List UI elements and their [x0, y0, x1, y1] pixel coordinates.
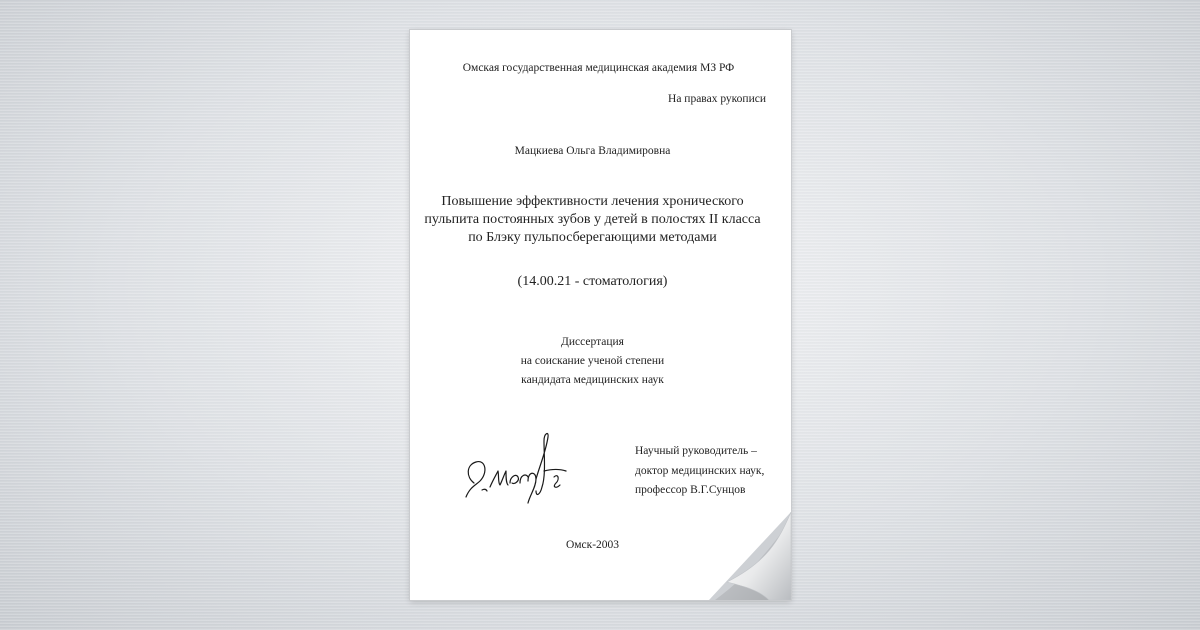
thesis-title	[410, 193, 783, 247]
supervisor-line: доктор медицинских наук,	[635, 464, 765, 477]
thesis-title-line: Повышение эффективности лечения хронического	[441, 194, 744, 209]
institution-name: Омская государственная медицинская академия МЗ РФ	[462, 62, 735, 74]
city-year: Омск-2003	[565, 539, 620, 551]
thesis-title-line: пульпита постоянных зубов у детей в полостях II класса	[424, 212, 761, 227]
supervisor-info	[635, 442, 764, 501]
supervisor-line: Научный руководитель –	[635, 445, 757, 457]
page-curl	[709, 512, 791, 600]
thesis-title-line: по Блэку пульпосберегающими методами	[468, 230, 717, 245]
degree-statement-line: кандидата медицинских наук	[521, 374, 664, 386]
specialty-code: (14.00.21 - стоматология)	[517, 274, 668, 289]
rights-note: На правах рукописи	[668, 93, 766, 105]
degree-statement-line: на соискание ученой степени	[520, 355, 665, 367]
author-name: Мацкиева Ольга Владимировна	[514, 145, 671, 157]
document-page	[410, 30, 791, 600]
degree-statement-line: Диссертация	[561, 336, 624, 348]
handwritten-signature	[460, 425, 575, 505]
supervisor-line: профессор В.Г.Сунцов	[635, 484, 746, 496]
degree-statement	[410, 333, 783, 390]
